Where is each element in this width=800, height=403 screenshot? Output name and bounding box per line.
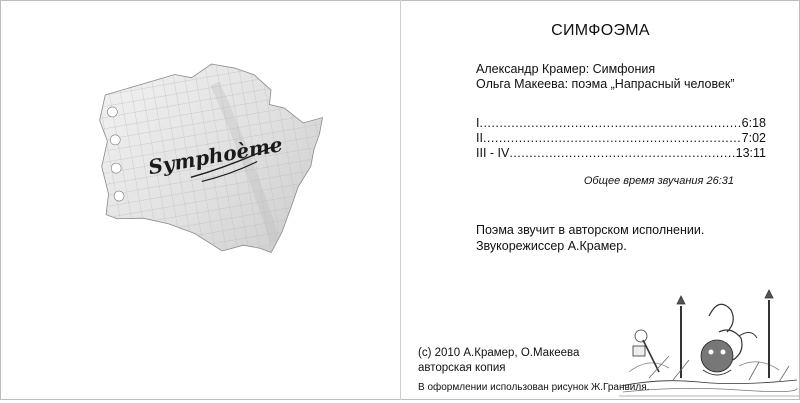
handwritten-title: Symphoème: [146, 132, 285, 180]
track-name: II: [476, 131, 483, 145]
track-name: III - IV: [476, 146, 510, 160]
copyright-line: (с) 2010 А.Крамер, О.Макеева: [418, 347, 580, 359]
credit-poet: Ольга Макеева: поэма „Напрасный человек”: [476, 77, 735, 91]
track-row: [476, 116, 766, 131]
illustration-credit: В оформлении использован рисунок Ж.Гранвиля.: [418, 382, 650, 393]
track-duration: 7:02: [741, 131, 766, 145]
album-title: СИМФОЭМА: [551, 22, 650, 39]
track-row: [476, 131, 766, 146]
cover-panel: [0, 0, 400, 400]
note-line: Поэма звучит в авторском исполнении.: [476, 223, 705, 237]
performance-note: [476, 222, 704, 254]
torn-paper-image: [80, 55, 350, 285]
track-row: [476, 146, 766, 161]
copyright-line: авторская копия: [418, 362, 506, 374]
leader-dots: [479, 116, 741, 131]
note-line: Звукорежиссер А.Крамер.: [476, 239, 627, 253]
track-duration: 6:18: [741, 116, 766, 130]
copyright: [418, 346, 579, 376]
total-duration: Общее время звучания 26:31: [583, 175, 734, 187]
leader-dots: [509, 146, 735, 161]
leader-dots: [483, 131, 742, 146]
credit-composer: Александр Крамер: Симфония: [476, 62, 656, 76]
info-panel: [401, 0, 800, 400]
track-duration: 13:11: [735, 146, 766, 160]
track-list: [476, 116, 766, 161]
track-name: I: [476, 116, 480, 130]
credits: [476, 62, 735, 92]
